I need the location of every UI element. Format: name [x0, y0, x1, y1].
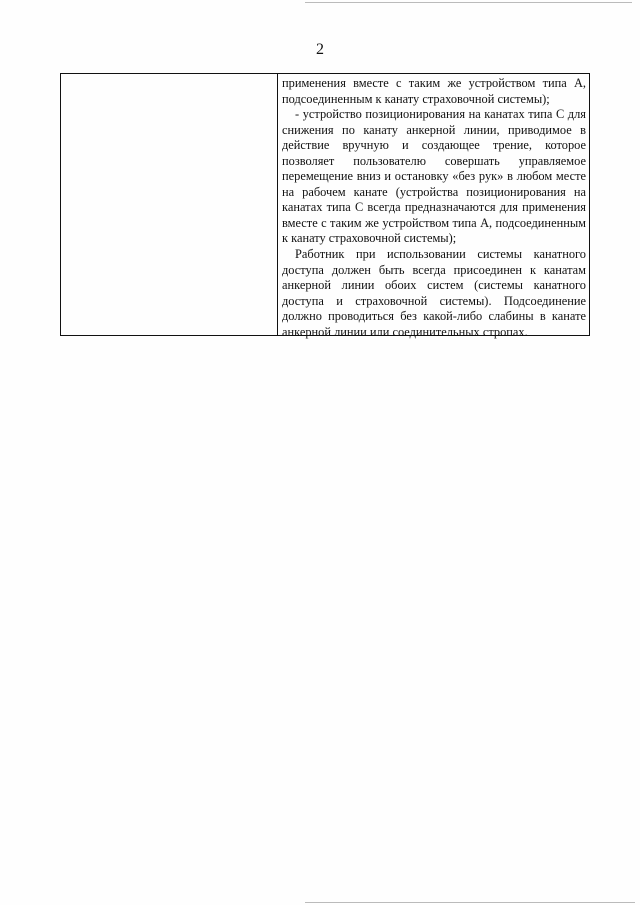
table-cell-right [278, 74, 589, 339]
paragraph-type-c-device: - устройство позиционирования на канатах типа С для снижения по канату анкерной линии, приводимое в действие вручную и создающее трение, которое позволяет пользователю совершать управляемое перемещение вниз и остановку «без рук» в любом месте на рабочем канате (устройства позиционирования на канатах типа С всегда предназначаются для применения вместе с таким же устройством типа А, подсоединенным к канату страховочной системы); [282, 107, 586, 246]
top-edge-line [305, 2, 632, 3]
paragraph-continuation: применения вместе с таким же устройством типа А, подсоединенным к канату страховочной системы); [282, 76, 586, 106]
page-number: 2 [316, 41, 324, 58]
bottom-edge-line [305, 902, 635, 903]
paragraph-worker-requirement: Работник при использовании системы канатного доступа должен быть всегда присоединен к канатам анкерной линии обоих систем (системы канатного доступа и страховочной системы). Подсоединение должно проводиться без какой-либо слабины в канате анкерной линии или соединительных стропах. [282, 247, 586, 339]
content-table [60, 73, 590, 339]
table-cell-left [61, 74, 278, 335]
